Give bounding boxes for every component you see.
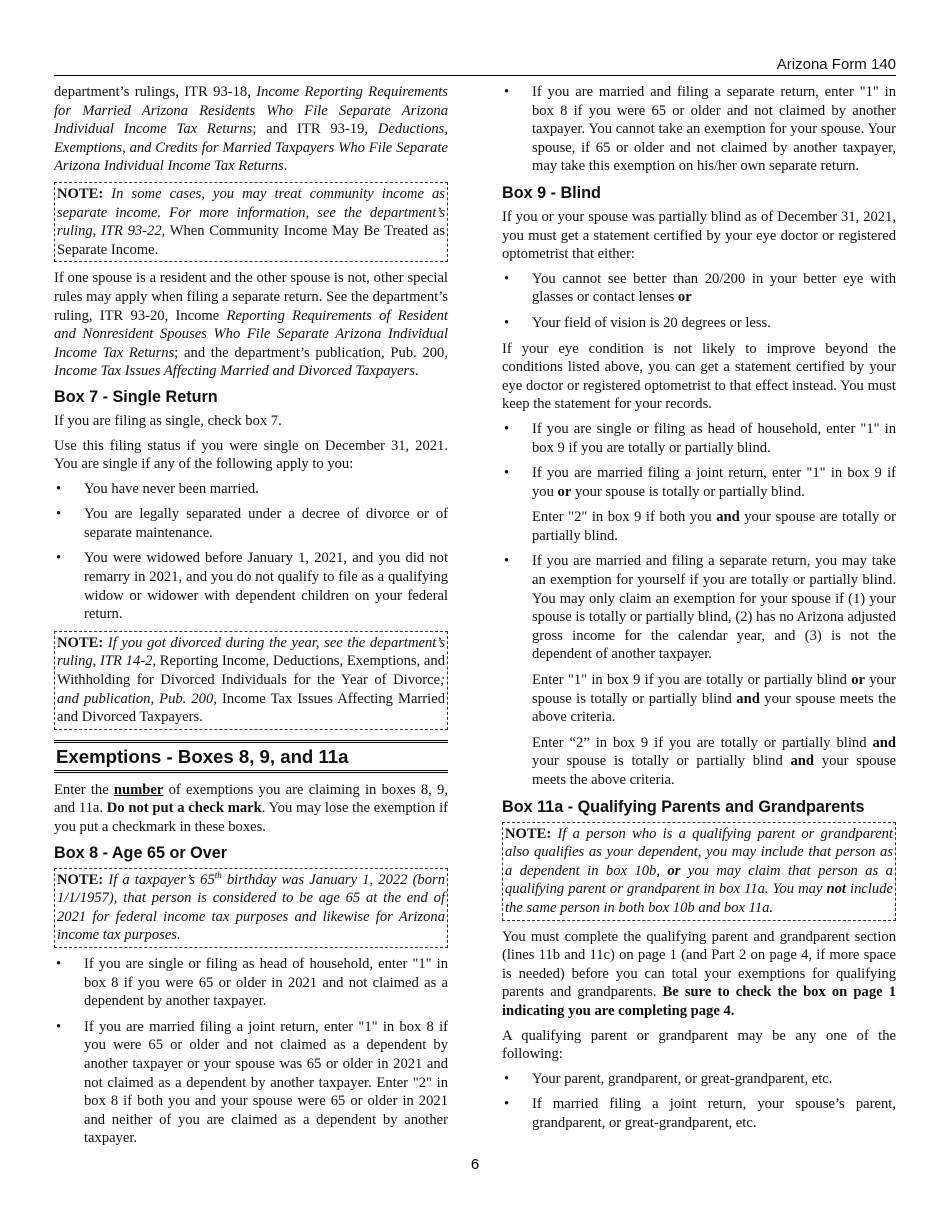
box8-list — [54, 955, 448, 1148]
form-title: Arizona Form 140 — [776, 56, 896, 73]
right-column — [502, 83, 896, 1140]
box7-paragraph-2: Use this filing status if you were single on December 31, 2021. You are single if any of the following apply to you: — [54, 437, 448, 473]
header-rule — [54, 75, 896, 76]
box11a-paragraph-1: You must complete the qualifying parent and grandparent section (lines 11b and 11c) on page 1 (and Part 2 on page 4, if more space is needed) before you can total your exemptions for qualifying parents and grandparents. Be sure to check the box on page 1 indicating you are completing page 4. — [502, 928, 896, 1019]
list-item: • If you are married filing a joint return, enter "1" in box 8 if you were 65 or older and not claimed as a dependent by another taxpayer or your spouse was 65 or older in 2021 and not claimed as a dependent by another taxpayer. Enter "2" in box 8 if both you and your spouse were 65 or older in 2021 and neither of you are claimed as a dependent by another taxpayer. — [56, 1018, 448, 1147]
intro-paragraph: department’s rulings, ITR 93-18, Income Reporting Requirements for Married Arizona Residents Who File Separate Arizona Individual Income Tax Returns; and ITR 93-19, Deductions, Exemptions, and Credits for Married Taxpayers Who File Separate Arizona Individual Income Tax Returns. — [54, 84, 448, 175]
left-column — [54, 83, 448, 1155]
box8-list-continued — [502, 83, 896, 176]
box9-list — [502, 420, 896, 501]
box7-list — [54, 480, 448, 624]
page-number: 6 — [470, 1156, 480, 1173]
list-item: • You have never been married. — [56, 480, 259, 497]
list-item: • If married filing a joint return, your spouse’s parent, grandparent, or great-grandparent, etc. — [504, 1096, 896, 1131]
nonresident-spouse-paragraph: If one spouse is a resident and the other spouse is not, other special rules may apply when filing a separate return. See the department’s ruling, ITR 93-20, Income Reporting Requirements of Resident and Nonresident Spouses Who File Separate Arizona Individual Income Tax Returns; and the department’s publication, Pub. 200, Income Tax Issues Affecting Married and Divorced Taxpayers. — [54, 270, 448, 380]
list-item: • You cannot see better than 20/200 in your better eye with glasses or contact lenses or — [504, 270, 896, 306]
box11a-heading: Box 11a - Qualifying Parents and Grandparents — [502, 797, 865, 816]
box9-joint-sub: Enter "2" in box 9 if both you and your spouse are totally or partially blind. — [532, 509, 897, 544]
box9-separate-sub-1: Enter "1" in box 9 if you are totally or partially blind or your spouse is totally or partially blind and your spouse meets the above criteria. — [532, 672, 896, 726]
list-item: • Your parent, grandparent, or great-grandparent, etc. — [504, 1070, 833, 1087]
list-item: • If you are married and filing a separate return, enter "1" in box 8 if you were 65 or older and not claimed by another taxpayer. You cannot take an exemption for your spouse. Your spouse, if 65 or older and not claimed by another taxpayer, may take this exemption on his/her own separate return. — [504, 84, 896, 175]
list-item: • If you are married and filing a separate return, you may take an exemption for yourself if you are totally or partially blind. You may only claim an exemption for your spouse if (1) your spouse is totally or partially blind, (2) has no Arizona adjusted gross income for the calendar year, and (3) is not the dependent of another taxpayer. — [504, 553, 896, 663]
box8-heading: Box 8 - Age 65 or Over — [54, 843, 228, 862]
box9-paragraph-2: If your eye condition is not likely to improve beyond the conditions listed above, you can get a statement certified by your eye doctor or registered optometrist to that effect instead. You must keep the statement for your records. — [502, 340, 896, 413]
note-community-income: NOTE: In some cases, you may treat community income as separate income. For more information, see the department’s ruling, ITR 93-22, When Community Income May Be Treated as Separate Income. — [54, 182, 448, 262]
note-divorce: NOTE: If you got divorced during the year, see the department’s ruling, ITR 14-2, Reporting Income, Deductions, Exemptions, and Withholding for Divorced Individuals for the Year of Divorce; and publication, Pub. 200, Income Tax Issues Affecting Married and Divorced Taxpayers. — [54, 631, 448, 730]
note-age-65: NOTE: If a taxpayer’s 65th birthday was January 1, 2022 (born 1/1/1957), that person is considered to be age 65 at the end of 2021 for federal income tax purposes and likewise for Arizona income tax purposes. — [54, 868, 448, 948]
box9-paragraph-1: If you or your spouse was partially blind as of December 31, 2021, you must get a statement certified by your eye doctor or registered optometrist that either: — [502, 208, 896, 263]
note-qualifying-dependent: NOTE: If a person who is a qualifying parent or grandparent also qualifies as your dependent, you may include that person as a dependent in box 10b, or you may claim that person as a qualifying parent or grandparent in box 11a. You may not include the same person in both box 10b and box 11a. — [502, 822, 896, 921]
box9-separate-sub-2: Enter “2” in box 9 if you are totally or partially blind and your spouse is totally or partially blind and your spouse meets the above criteria. — [532, 734, 896, 788]
box11a-paragraph-2: A qualifying parent or grandparent may be any one of the following: — [502, 1027, 896, 1063]
exemptions-heading: Exemptions - Boxes 8, 9, and 11a — [54, 740, 448, 773]
blind-criteria-list — [502, 270, 896, 333]
list-item: • If you are single or filing as head of household, enter "1" in box 8 if you were 65 or older in 2021 and not claimed as a dependent by another taxpayer. — [56, 955, 448, 1010]
qualifying-list — [502, 1070, 896, 1133]
list-item: • You are legally separated under a decree of divorce or of separate maintenance. — [56, 506, 448, 541]
list-item: • If you are married filing a joint return, enter "1" in box 9 if you or your spouse is totally or partially blind. — [504, 465, 896, 500]
list-item: • You were widowed before January 1, 2021, and you did not remarry in 2021, and you do not qualify to file as a qualifying widow or widower with dependent children on your federal return. — [56, 550, 448, 623]
list-item: • Your field of vision is 20 degrees or less. — [504, 314, 771, 331]
exemptions-paragraph: Enter the number of exemptions you are claiming in boxes 8, 9, and 11a. Do not put a check mark. You may lose the exemption if you put a checkmark in these boxes. — [54, 781, 449, 835]
list-item: • If you are single or filing as head of household, enter "1" in box 9 if you are totally or partially blind. — [504, 420, 896, 456]
box9-heading: Box 9 - Blind — [502, 183, 601, 202]
box9-list-separate — [502, 552, 896, 664]
box7-paragraph-1: If you are filing as single, check box 7. — [54, 412, 282, 429]
box7-heading: Box 7 - Single Return — [54, 387, 218, 406]
